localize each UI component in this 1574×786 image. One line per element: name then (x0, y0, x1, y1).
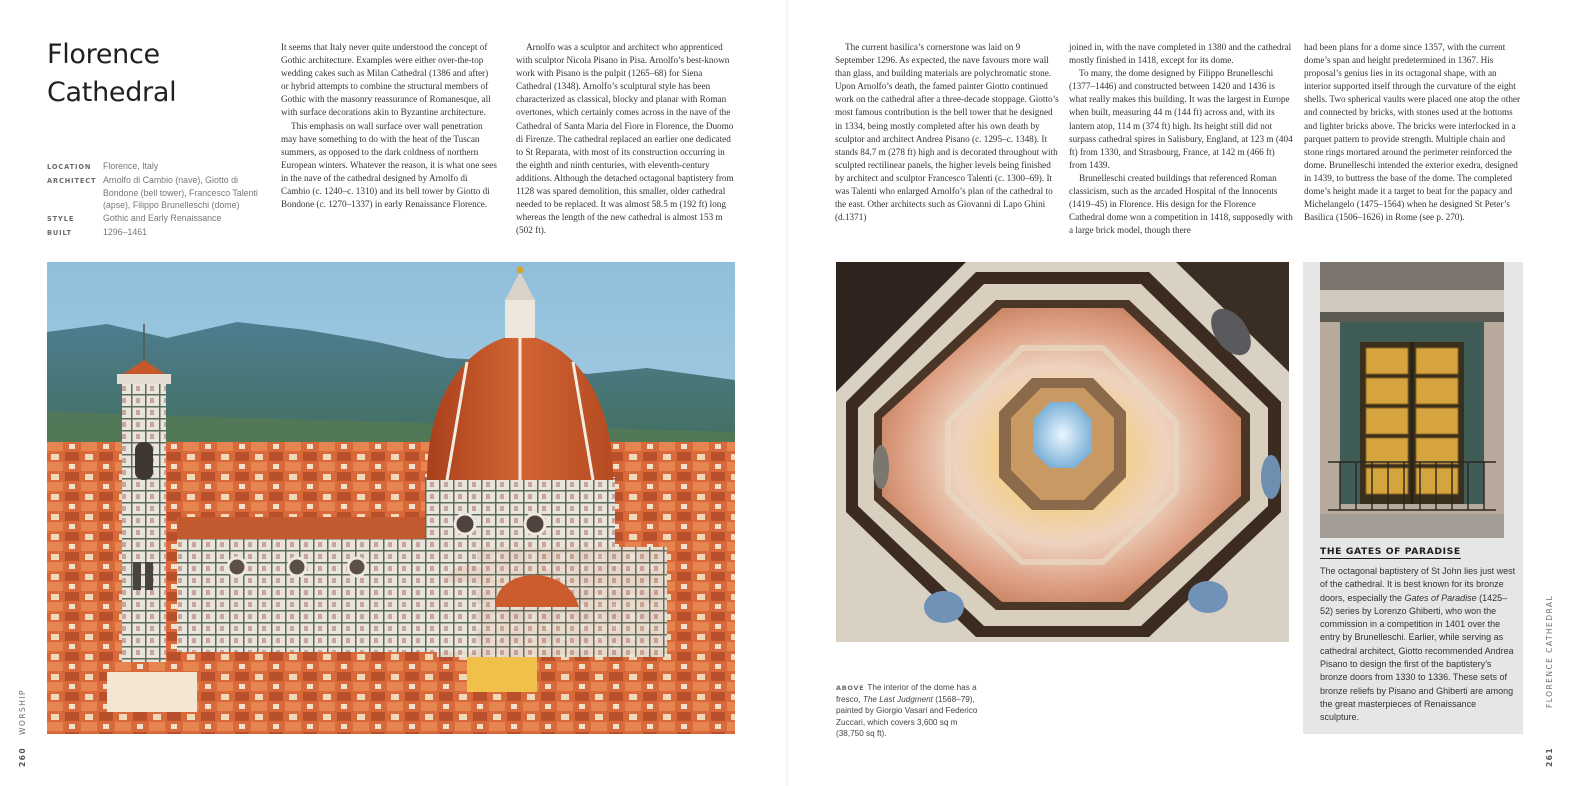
caption-label: ABOVE (836, 684, 865, 692)
caption-artwork-title: The Last Judgment (862, 695, 933, 705)
fact-value: Gothic and Early Renaissance (103, 213, 222, 224)
bronze-doors-illustration (1320, 262, 1504, 538)
sidebar-gates-of-paradise (1303, 262, 1523, 734)
fact-label: BUILT (47, 228, 72, 237)
fact-label: ARCHITECT (47, 176, 97, 185)
photo-caption (836, 682, 986, 739)
fact-label: LOCATION (47, 163, 92, 171)
body-column-1 (281, 41, 497, 211)
page-title (47, 36, 267, 112)
dome-interior-photo (836, 262, 1289, 642)
cathedral-exterior-photo (47, 262, 735, 734)
paragraph: Brunelleschi created buildings that referenced Roman classicism, such as the arcaded Hospital of the Innocents (1419–45) in Florence. His design for the Florence Cathedral dome won a competition in 1418, supposedly with a large brick model, though there (1069, 172, 1293, 236)
body-column-5 (1304, 41, 1524, 224)
paragraph: joined in, with the nave completed in 1380 and the cathedral mostly finished in 1418, except for its dome. (1069, 42, 1292, 66)
section-name: FLORENCE CATHEDRAL (1545, 594, 1554, 708)
paragraph: To many, the dome designed by Filippo Brunelleschi (1377–1446) and constructed between 1420 and 1436 is what really makes this building. It was the largest in Europe when built, measuring 44 m (144 ft) across and, with its lantern atop, 114 m (374 ft) high. Its height still did not surpass cathedral spires in Salisbury, England, at 123 m (404 ft) from 1330, and Strasbourg, France, at 142 m (466 ft) from 1439. (1069, 68, 1293, 170)
paragraph: The current basilica’s cornerstone was laid on 9 September 1296. As expected, the nave favours more wall than glass, and building materials are polychromatic stone. Upon Arnolfo’s death, the famed painter Giotto continued work on the cathedral after a three-decade stoppage. Giotto’s most famous contribution is the bell tower that he designed in 1334, being mostly completed after his own death by sculptor and architect Andrea Pisano (c. 1295–c. 1348). It stands 84.7 m (278 ft) high and is decorated throughout with sculpted rectilinear panels, the higher levels being finished by architect and sculptor Francesco Talenti (c. 1300–69). It was Talenti who enlarged Arnolfo’s plan of the cathedral to the east. Other architects such as Giovanni di Lapo Ghini (d.1371) (835, 42, 1059, 223)
fact-style (47, 212, 272, 226)
page-number: 261 (1545, 746, 1554, 767)
fact-value: Florence, Italy (103, 161, 159, 171)
section-name: WORSHIP (18, 689, 27, 735)
fact-architect (47, 174, 272, 212)
right-running-head (1545, 595, 1554, 708)
right-page-number (1545, 747, 1554, 767)
title-line-1: Florence (47, 39, 160, 70)
sidebar-artwork-title: Gates of Paradise (1404, 592, 1477, 603)
caption-text-end: (1568–79), painted by Giorgio Vasari and Federico Zuccari, which covers 3,600 sq m (38,750 sq ft). (836, 695, 978, 738)
page-gutter (786, 0, 788, 786)
sidebar-text (1320, 565, 1516, 725)
paragraph: This emphasis on wall surface over wall penetration may have something to do with the heat of the Tuscan summers, as opposed to the dark coldness of northern European winters. Whatever the reason, it is what one sees in the nave of the cathedral designed by Arnolfo di Cambio (c. 1240–c. 1310) and its bell tower by Giotto di Bondone (c. 1270–1337) in early Renaissance Florence. (281, 120, 497, 210)
gates-of-paradise-photo (1320, 262, 1504, 538)
left-page-number (18, 747, 27, 767)
sidebar-text-end: (1425–52) series by Lorenzo Ghiberti, who won the commission in a competition in 1401 over the entry by Brunelleschi. Earlier, while serving as cathedral architect, Giotto recommended Andrea Pisano to design the first of the baptistery’s bronze doors from 1330 to 1336. These sets of bronze reliefs by Pisano and Ghiberti are among the great masterpieces of Renaissance sculpture. (1320, 592, 1514, 723)
sidebar-text-start: The octagonal baptistery of St John lies just west of the cathedral. It is best known for its bronze doors, especially the (1320, 566, 1516, 603)
paragraph: had been plans for a dome since 1357, with the current dome’s span and height predetermined in 1367. His proposal’s genius lies in its octagonal shape, with an interior supported itself through the curvature of the eight shells. Two spherical vaults were placed one atop the other and connected by bricks, with stones used at the bottoms and lighter bricks above. The bricks were interlocked in a parquet pattern to provide strength. Multiple chain and stone rings mortared around the perimeter reinforced the dome. Brunelleschi intended the exterior exedra, designed in 1439, to buttress the base of the dome. The completed dome’s height made it a target to beat for the papacy and Michelangelo (1475–1564) when he designed St Peter’s Basilica (1506–1626) in Rome (see p. 270). (1304, 42, 1521, 223)
body-column-4 (1069, 41, 1293, 237)
sidebar-title: THE GATES OF PARADISE (1320, 546, 1461, 557)
title-line-2: Cathedral (47, 77, 177, 108)
fact-built (47, 226, 272, 240)
paragraph: It seems that Italy never quite understood the concept of Gothic architecture. Examples were either over-the-top wedding cakes such as Milan Cathedral (1386 and after) or hybrid attempts to combine the structural members of Gothic with the masonry reassurance of Romanesque, all with surface decorations akin to Byzantine architecture. (281, 42, 491, 118)
page-number: 260 (18, 746, 27, 767)
fact-location (47, 160, 272, 174)
caption-text: The interior of the dome has a fresco, (836, 683, 977, 705)
left-running-head (18, 689, 27, 735)
fact-label: STYLE (47, 215, 75, 224)
fact-box (47, 160, 272, 240)
dome-fresco-illustration (836, 262, 1289, 642)
cathedral-illustration (47, 262, 735, 734)
paragraph: Arnolfo was a sculptor and architect who apprenticed with sculptor Nicola Pisano in Pisa. Arnolfo’s best-known work with Pisano is the pulpit (1265–68) for Siena Cathedral (1348). Arnolfo’s sculptural style has been characterized as classical, blocky and planar with Roman overtones, which certainly comes across in the nave of the Cathedral of Santa Maria del Fiore in Florence, the Duomo di Firenze. The cathedral replaced an earlier one dedicated to St Reparata, with most of its construction occurring in the eighth and ninth centuries, with eleventh-century additions. Although the detached octagonal baptistery from 1128 was spared demolition, this smaller, older cathedral needed to be replaced. It was almost 58.5 m (192 ft) long whereas the length of the new cathedral is almost 153 m (502 ft). (516, 42, 734, 236)
fact-value: Arnolfo di Cambio (nave), Giotto di Bondone (bell tower), Francesco Talenti (apse), Filippo Brunelleschi (dome) (103, 174, 258, 211)
fact-value: 1296–1461 (103, 226, 148, 237)
body-column-2 (516, 41, 738, 237)
body-column-3 (835, 41, 1059, 224)
